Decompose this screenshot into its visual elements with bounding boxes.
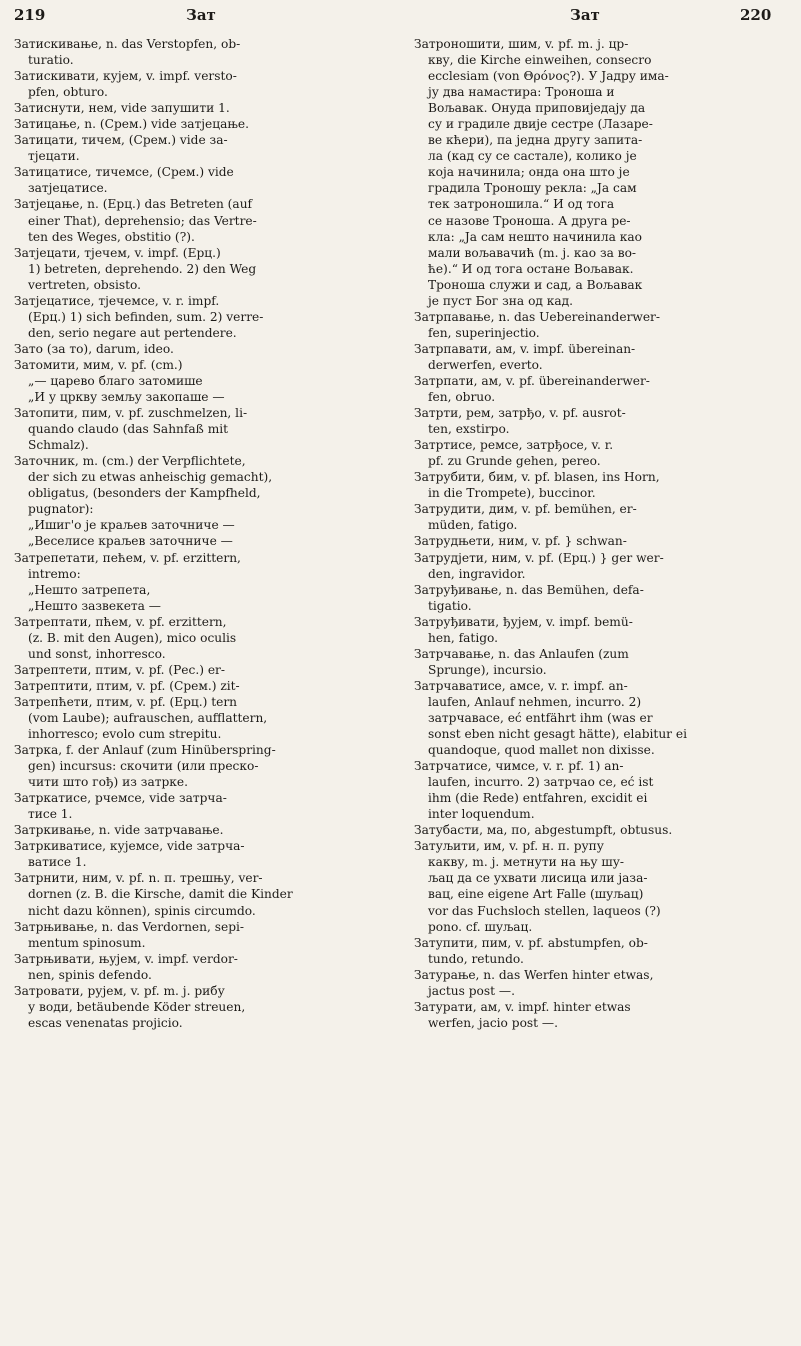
entry-continuation-line: љац да се ухвати лисица или јаза- <box>428 871 648 886</box>
entry-continuation-line: тјецати. <box>28 149 80 164</box>
entry-headword-line: Затрњивати, њујем, v. impf. verdor- <box>14 951 238 966</box>
entry-headword-line: Затрептати, пћем, v. pf. erzittern, <box>14 614 227 629</box>
entry-continuation-line: pfen, obturo. <box>28 85 108 100</box>
entry-headword-line: Затрудити, дим, v. pf. bemühen, er- <box>414 502 637 517</box>
entry-continuation-line: затјецатисе. <box>28 181 108 196</box>
entry-continuation-line: затрчавасе, еć entfährt ihm (was er <box>428 710 653 725</box>
entry-continuation-line: ten, exstirpo. <box>428 422 510 437</box>
entry-continuation-line: у води, betäubende Köder streuen, <box>28 999 246 1014</box>
entry-continuation-line: (Ерц.) 1) sich befinden, sum. 2) verre- <box>28 309 264 324</box>
entry-continuation-line: чити што гођ) из затрке. <box>28 775 188 790</box>
entry-continuation-line: ecclesiam (von Θρόνος?). У Јадру има- <box>428 69 669 84</box>
entry-continuation-line: obligatus, (besonders der Kampfheld, <box>28 486 261 501</box>
entry-continuation-line: vor das Fuchsloch stellen, laqueos (?) <box>428 903 661 918</box>
entry-continuation-line: је пуст Бог зна од кад. <box>428 293 574 308</box>
entry-continuation-line: pugnator): <box>28 502 94 517</box>
entry-continuation-line: „Ишиг'о је краљев заточниче — <box>28 518 235 533</box>
entry-continuation-line: vertreten, obsisto. <box>28 277 142 292</box>
entry-continuation-line: fen, superinjectio. <box>428 325 540 340</box>
entry-continuation-line: müden, fatigo. <box>428 518 518 533</box>
entry-continuation-line: „Нешто зазвекета — <box>28 598 161 613</box>
entry-headword-line: Затицати, тичем, (Срем.) vide за- <box>14 133 228 148</box>
entry-headword-line: Затрпавати, ам, v. impf. übereinan- <box>414 341 636 356</box>
entry-headword-line: Затрептити, птим, v. pf. (Срем.) zit- <box>14 678 240 693</box>
entry-continuation-line: Schmalz). <box>28 438 89 453</box>
entry-headword-line: Затуљити, им, v. pf. н. п. рупу <box>414 839 604 854</box>
entry-headword-line: Затјецање, n. (Ерц.) das Betreten (auf <box>14 197 253 212</box>
entry-continuation-line: ће).“ И од тога остане Вољавак. <box>428 261 634 276</box>
entry-continuation-line: pono. cf. шуљац. <box>428 919 533 934</box>
entry-continuation-line: ла (кад су се састале), колико је <box>428 149 637 164</box>
entry-continuation-line: се назове Троноша. А друга ре- <box>428 213 631 228</box>
entry-continuation-line: und sonst, inhorresco. <box>28 646 166 661</box>
entry-continuation-line: ју два намастира: Троноша и <box>428 85 615 100</box>
entry-continuation-line: pf. zu Grunde gehen, pereo. <box>428 454 601 469</box>
entry-headword-line: Затјецати, тјечем, v. impf. (Ерц.) <box>14 245 221 260</box>
entry-continuation-line: (vom Laube); aufrauschen, aufflattern, <box>28 710 268 725</box>
entry-headword-line: Заточник, m. (cm.) der Verpflichtete, <box>14 454 246 469</box>
entry-headword-line: Затурати, ам, v. impf. hinter etwas <box>414 999 631 1014</box>
entry-headword-line: Затупити, пим, v. pf. abstumpfen, ob- <box>414 935 648 950</box>
entry-headword-line: Затркивање, n. vide затрчавање. <box>14 823 224 838</box>
entry-headword-line: Затомити, мим, v. pf. (cm.) <box>14 357 183 372</box>
entry-continuation-line: ве кћери), па једна другу запита- <box>428 133 643 148</box>
entry-headword-line: Затруђивати, ђујем, v. impf. bemü- <box>414 614 633 629</box>
page-number-right: 220 <box>740 6 772 24</box>
entry-headword-line: Затопити, пим, v. pf. zuschmelzen, li- <box>14 406 248 421</box>
entry-continuation-line: fen, obruo. <box>428 390 496 405</box>
entry-headword-line: Затрудњети, ним, v. pf. } schwan- <box>414 534 627 549</box>
entry-continuation-line: која начинила; онда она што је <box>428 165 630 180</box>
entry-continuation-line: тисе 1. <box>28 807 73 822</box>
entry-headword-line: Затроношити, шим, v. pf. m. j. цр- <box>414 37 629 51</box>
entry-headword-line: Затркиватисе, кујемсе, vide затрча- <box>14 839 245 854</box>
entry-continuation-line: ihm (die Rede) entfahren, excidit ei <box>428 791 648 806</box>
entry-continuation-line: inhorresco; evolo cum strepitu. <box>28 727 222 742</box>
entry-continuation-line: nicht dazu können), spinis circumdo. <box>28 903 256 918</box>
entry-continuation-line: „Веселисе краљев заточниче — <box>28 534 233 549</box>
entry-continuation-line: inter loquendum. <box>428 807 535 822</box>
entry-continuation-line: мали вољавачић (m. j. као за во- <box>428 245 637 260</box>
entry-headword-line: Затрепћети, птим, v. pf. (Ерц.) tern <box>14 694 238 709</box>
entry-headword-line: Затиснути, нем, vide запушити 1. <box>14 101 230 116</box>
left-column <box>14 36 386 1031</box>
entry-headword-line: Затрубити, бим, v. pf. blasen, ins Horn, <box>414 470 660 485</box>
entry-headword-line: Затрпати, ам, v. pf. übereinanderwer- <box>414 373 650 388</box>
entry-continuation-line: кла: „Ја сам нешто начинила као <box>428 229 642 244</box>
entry-continuation-line: quandoque, quod mallet non dixisse. <box>428 743 655 758</box>
page-number-left: 219 <box>14 6 46 24</box>
entry-continuation-line: „И у цркву земљу закопаше — <box>28 390 225 405</box>
entry-headword-line: Затрепетати, пећем, v. pf. erzittern, <box>14 550 241 565</box>
entry-headword-line: Затрептети, птим, v. pf. (Рес.) er- <box>14 662 225 677</box>
entry-headword-line: Затрпавање, n. das Uebereinanderwer- <box>414 309 660 324</box>
entry-continuation-line: какву, m. j. метнути на њу шу- <box>428 855 624 870</box>
entry-continuation-line: „Нешто затрепета, <box>28 582 151 597</box>
entry-continuation-line: hen, fatigo. <box>428 630 499 645</box>
entry-continuation-line: werfen, jacio post —. <box>428 1015 558 1030</box>
entry-headword-line: Затркатисе, рчемсе, vide затрча- <box>14 791 227 806</box>
entry-continuation-line: quando claudo (das Sahnfaß mit <box>28 422 229 437</box>
entry-headword-line: Затрчаватисе, амсе, v. r. impf. an- <box>414 678 628 693</box>
running-head-left: Зат <box>186 6 216 24</box>
entry-continuation-line: den, ingravidor. <box>428 566 526 581</box>
entry-continuation-line: escas venenatas projicio. <box>28 1015 183 1030</box>
entry-continuation-line: Вољавак. Онуда приповиједају да <box>428 101 646 116</box>
entry-headword-line: Затискивање, n. das Verstopfen, ob- <box>14 37 241 51</box>
entry-continuation-line: derwerfen, everto. <box>428 357 543 372</box>
entry-headword-line: Затрнити, ним, v. pf. n. п. трешњу, ver- <box>14 871 263 886</box>
entry-continuation-line: sonst eben nicht gesagt hätte), elabitur ei <box>428 727 687 742</box>
entry-continuation-line: вац, eine eigene Art Falle (шуљац) <box>428 887 644 902</box>
entry-continuation-line: dornen (z. B. die Kirsche, damit die Kinder <box>28 887 293 902</box>
entry-headword-line: Зато (за то), darum, ideo. <box>14 341 174 356</box>
entry-continuation-line: einer That), deprehensio; das Vertre- <box>28 213 257 228</box>
entry-continuation-line: gen) incursus: скочити (или преско- <box>28 759 259 774</box>
entry-continuation-line: nen, spinis defendo. <box>28 967 152 982</box>
entry-continuation-line: ватисе 1. <box>28 855 87 870</box>
entry-headword-line: Затурање, n. das Werfen hinter etwas, <box>414 967 654 982</box>
entry-headword-line: Затровати, рујем, v. pf. m. j. рибу <box>14 983 225 998</box>
entry-continuation-line: jactus post —. <box>428 983 515 998</box>
entry-headword-line: Затрти, рем, затрђо, v. pf. ausrot- <box>414 406 626 421</box>
entry-headword-line: Затубасти, ма, по, abgestumpft, obtusus. <box>414 823 673 838</box>
entry-continuation-line: turatio. <box>28 53 74 68</box>
entry-headword-line: Затрчатисе, чимсе, v. r. pf. 1) an- <box>414 759 624 774</box>
entry-continuation-line: tundo, retundo. <box>428 951 524 966</box>
entry-continuation-line: (z. B. mit den Augen), mico oculis <box>28 630 237 645</box>
entry-continuation-line: градила Троношу рекла: „Ја сам <box>428 181 637 196</box>
entry-headword-line: Затицатисе, тичемсе, (Срем.) vide <box>14 165 234 180</box>
entry-headword-line: Затискивати, кујем, v. impf. verstо- <box>14 69 237 84</box>
entry-continuation-line: ten des Weges, obstitio (?). <box>28 229 195 244</box>
entry-continuation-line: tigatio. <box>428 598 472 613</box>
entry-continuation-line: тек затроношила.“ И од тога <box>428 197 615 212</box>
entry-continuation-line: laufen, incurro. 2) затрчао се, еć ist <box>428 775 654 790</box>
entry-headword-line: Затрка, f. der Anlauf (zum Hinüberspring- <box>14 743 276 758</box>
entry-continuation-line: der sich zu etwas anheischig gemacht), <box>28 470 273 485</box>
entry-continuation-line: су и градиле двије сестре (Лазаре- <box>428 117 653 132</box>
entry-headword-line: Затјецатисе, тјечемсе, v. r. impf. <box>14 293 220 308</box>
entry-continuation-line: Sprunge), incursio. <box>428 662 547 677</box>
entry-headword-line: Затицање, n. (Срем.) vide затјецање. <box>14 117 249 132</box>
entry-continuation-line: „— царево благо затомише <box>28 373 203 388</box>
entry-continuation-line: mentum spinosum. <box>28 935 146 950</box>
running-head-right: Зат <box>570 6 600 24</box>
page-header <box>0 6 801 30</box>
entry-headword-line: Затруђивање, n. das Bemühen, defa- <box>414 582 644 597</box>
entry-continuation-line: 1) betreten, deprehendo. 2) den Weg <box>28 261 257 276</box>
entry-continuation-line: Троноша служи и сад, а Вољавак <box>428 277 643 292</box>
entry-headword-line: Затрудјети, ним, v. pf. (Ерц.) } ger wer- <box>414 550 664 565</box>
entry-headword-line: Затрњивање, n. das Verdornen, sepi- <box>14 919 245 934</box>
entry-continuation-line: in die Trompete), buccinor. <box>428 486 596 501</box>
right-column <box>414 36 786 1031</box>
entry-headword-line: Затрчавање, n. das Anlaufen (zum <box>414 646 629 661</box>
entry-continuation-line: кву, die Kirche einweihen, consecro <box>428 53 652 68</box>
entry-continuation-line: den, serio negare aut pertendere. <box>28 325 237 340</box>
entry-continuation-line: intremo: <box>28 566 81 581</box>
entry-continuation-line: laufen, Anlauf nehmen, incurro. 2) <box>428 694 642 709</box>
entry-headword-line: Затртисе, ремсе, затрђосе, v. r. <box>414 438 614 453</box>
